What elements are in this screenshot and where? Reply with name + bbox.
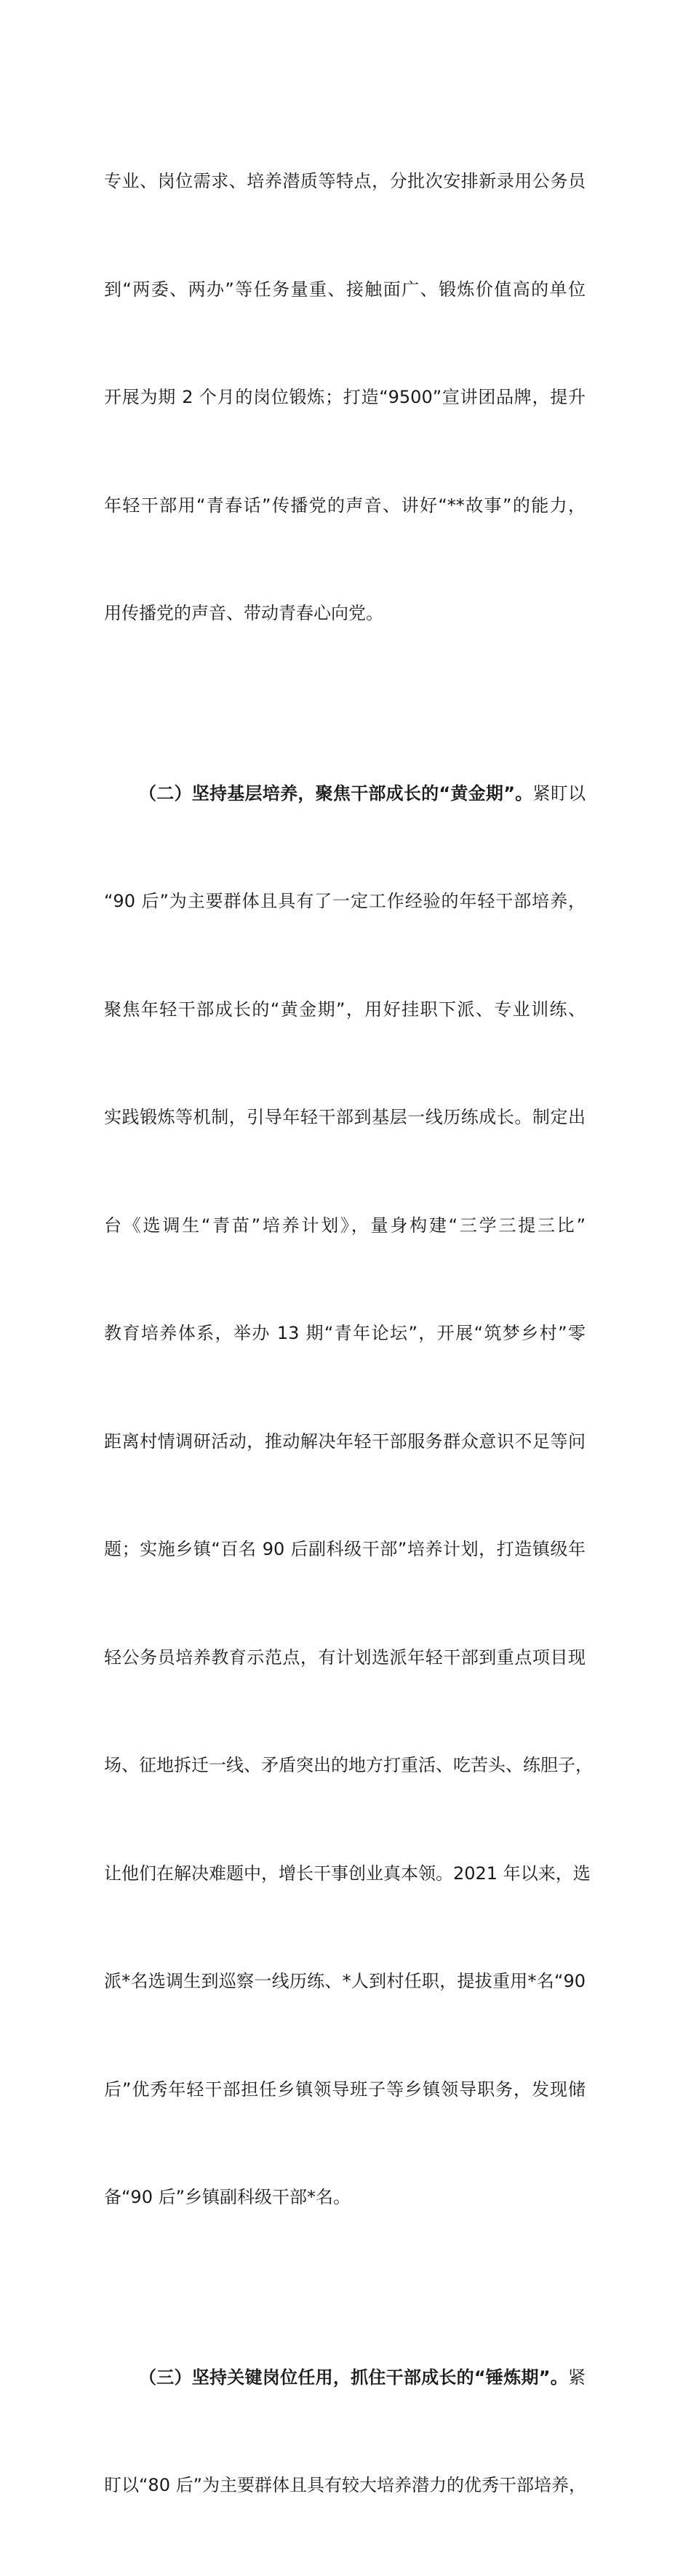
- text-line: 距离村情调研活动，推动解决年轻干部服务群众意识不足等问: [104, 1431, 586, 1452]
- text-line: 到“两委、两办”等任务量重、接触面广、锻炼价值高的单位: [104, 279, 586, 300]
- text-run: 紧: [568, 2367, 586, 2388]
- text-line: 备“90 后”乡镇副科级干部*名。: [104, 2187, 351, 2207]
- text-line: 轻公务员培养教育示范点，有计划选派年轻干部到重点项目现: [104, 1647, 586, 1668]
- paragraph-1: [104, 92, 586, 704]
- text-line: 年轻干部用“青春话”传播党的声音、讲好“**故事”的能力，: [104, 495, 586, 516]
- paragraph-heading-line: [104, 2360, 586, 2396]
- text-line: 盯以“80 后”为主要群体且具有较大培养潜力的优秀干部培养，: [104, 2475, 587, 2495]
- paragraph-2: [104, 704, 593, 2288]
- paragraph-3: [104, 2288, 586, 2576]
- paragraph-heading-line: [104, 776, 586, 812]
- text-line: 开展为期 2 个月的岗位锻炼；打造“9500”宣讲团品牌，提升: [104, 387, 586, 407]
- text-line: “90 后”为主要群体且具有了一定工作经验的年轻干部培养，: [104, 891, 586, 911]
- text-line: 让他们在解决难题中，增长干事创业真本领。2021 年以来，选: [104, 1863, 591, 1884]
- text-run: 紧盯以: [532, 783, 586, 804]
- section-heading: （三）坚持关键岗位任用，抓住干部成长的“锤炼期”。: [139, 2367, 568, 2388]
- text-line: 专业、岗位需求、培养潜质等特点，分批次安排新录用公务员: [104, 171, 586, 191]
- text-line: 实践锻炼等机制，引导年轻干部到基层一线历练成长。制定出: [104, 1107, 586, 1127]
- text-line: 场、征地拆迁一线、矛盾突出的地方打重活、吃苦头、练胆子，: [104, 1755, 593, 1775]
- section-heading: （二）坚持基层培养，聚焦干部成长的“黄金期”。: [139, 783, 533, 804]
- text-line: 教育培养体系，举办 13 期“青年论坛”，开展“筑梦乡村”零: [104, 1323, 586, 1343]
- text-line: 后”优秀年轻干部担任乡镇领导班子等乡镇领导职务，发现储: [104, 2079, 586, 2100]
- text-line: 派*名选调生到巡察一线历练、*人到村任职，提拔重用*名“90: [104, 1971, 586, 1991]
- text-line: 用传播党的声音、带动青春心向党。: [104, 603, 383, 623]
- text-line: 台《选调生“青苗”培养计划》，量身构建“三学三提三比”: [104, 1215, 586, 1236]
- text-line: 题；实施乡镇“百名 90 后副科级干部”培养计划，打造镇级年: [104, 1539, 586, 1559]
- document-body: [104, 92, 593, 2576]
- text-line: 聚焦年轻干部成长的“黄金期”，用好挂职下派、专业训练、: [104, 999, 586, 1020]
